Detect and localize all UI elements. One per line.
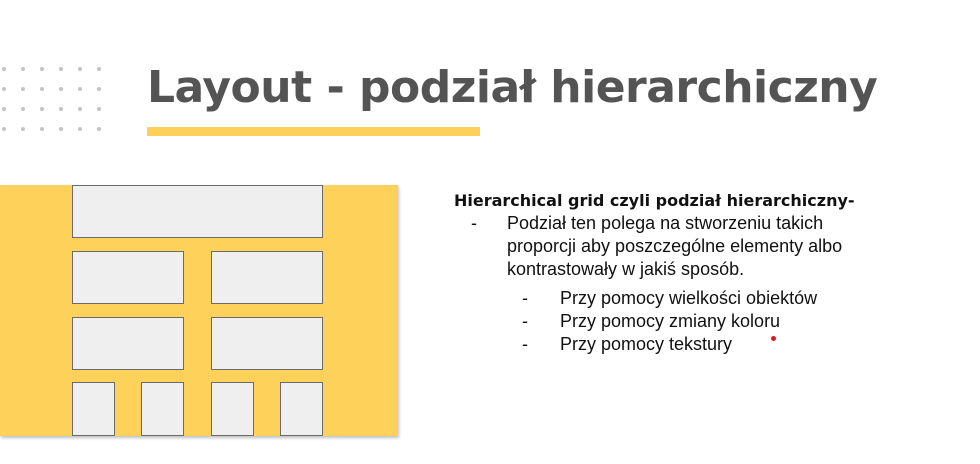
sub-item-dash: - (522, 334, 528, 354)
sub-item-dash: - (522, 288, 528, 308)
decorative-dot (40, 107, 44, 111)
decorative-dot (40, 67, 44, 71)
decorative-dot (78, 67, 82, 71)
slide-title: Layout - podział hierarchiczny (147, 62, 878, 113)
decorative-dot (97, 67, 101, 71)
title-underline (147, 127, 480, 136)
grid-block-small (211, 382, 254, 436)
decorative-dot-grid (0, 64, 112, 136)
content-heading: Hierarchical grid czyli podział hierarchiczny- (454, 191, 855, 210)
decorative-dot (97, 107, 101, 111)
bullet-text (507, 212, 977, 281)
grid-block-medium (211, 251, 323, 304)
bullet-line: proporcji aby poszczególne elementy albo (507, 236, 843, 256)
decorative-dot (59, 67, 63, 71)
grid-block-small (280, 382, 323, 436)
decorative-dot (78, 87, 82, 91)
decorative-dot (97, 87, 101, 91)
decorative-dot (40, 87, 44, 91)
bullet-line: Podział ten polega na stworzeniu takich (507, 213, 824, 233)
sub-item-text: Przy pomocy zmiany koloru (560, 311, 781, 331)
decorative-dot (2, 127, 6, 131)
decorative-dot (59, 87, 63, 91)
grid-block-medium (72, 251, 184, 304)
hierarchical-grid-illustration (0, 185, 398, 436)
decorative-dot (21, 127, 25, 131)
decorative-dot (97, 127, 101, 131)
decorative-dot (59, 107, 63, 111)
decorative-dot (40, 127, 44, 131)
decorative-dot (21, 67, 25, 71)
decorative-dot (21, 87, 25, 91)
laser-pointer-dot (771, 336, 776, 341)
bullet-line: kontrastowały w jakiś sposób. (507, 259, 745, 279)
sub-item-dash: - (522, 311, 528, 331)
grid-block-small (141, 382, 184, 436)
sub-item-text: Przy pomocy wielkości obiektów (560, 288, 818, 308)
grid-block-small (72, 382, 115, 436)
decorative-dot (78, 127, 82, 131)
decorative-dot (2, 107, 6, 111)
decorative-dot (21, 107, 25, 111)
sub-item-text: Przy pomocy tekstury (560, 334, 733, 354)
decorative-dot (2, 87, 6, 91)
decorative-dot (78, 107, 82, 111)
decorative-dot (59, 127, 63, 131)
grid-block-header (72, 185, 323, 238)
grid-block-medium (72, 317, 184, 370)
bullet-dash: - (471, 213, 477, 233)
grid-block-medium (211, 317, 323, 370)
decorative-dot (2, 67, 6, 71)
